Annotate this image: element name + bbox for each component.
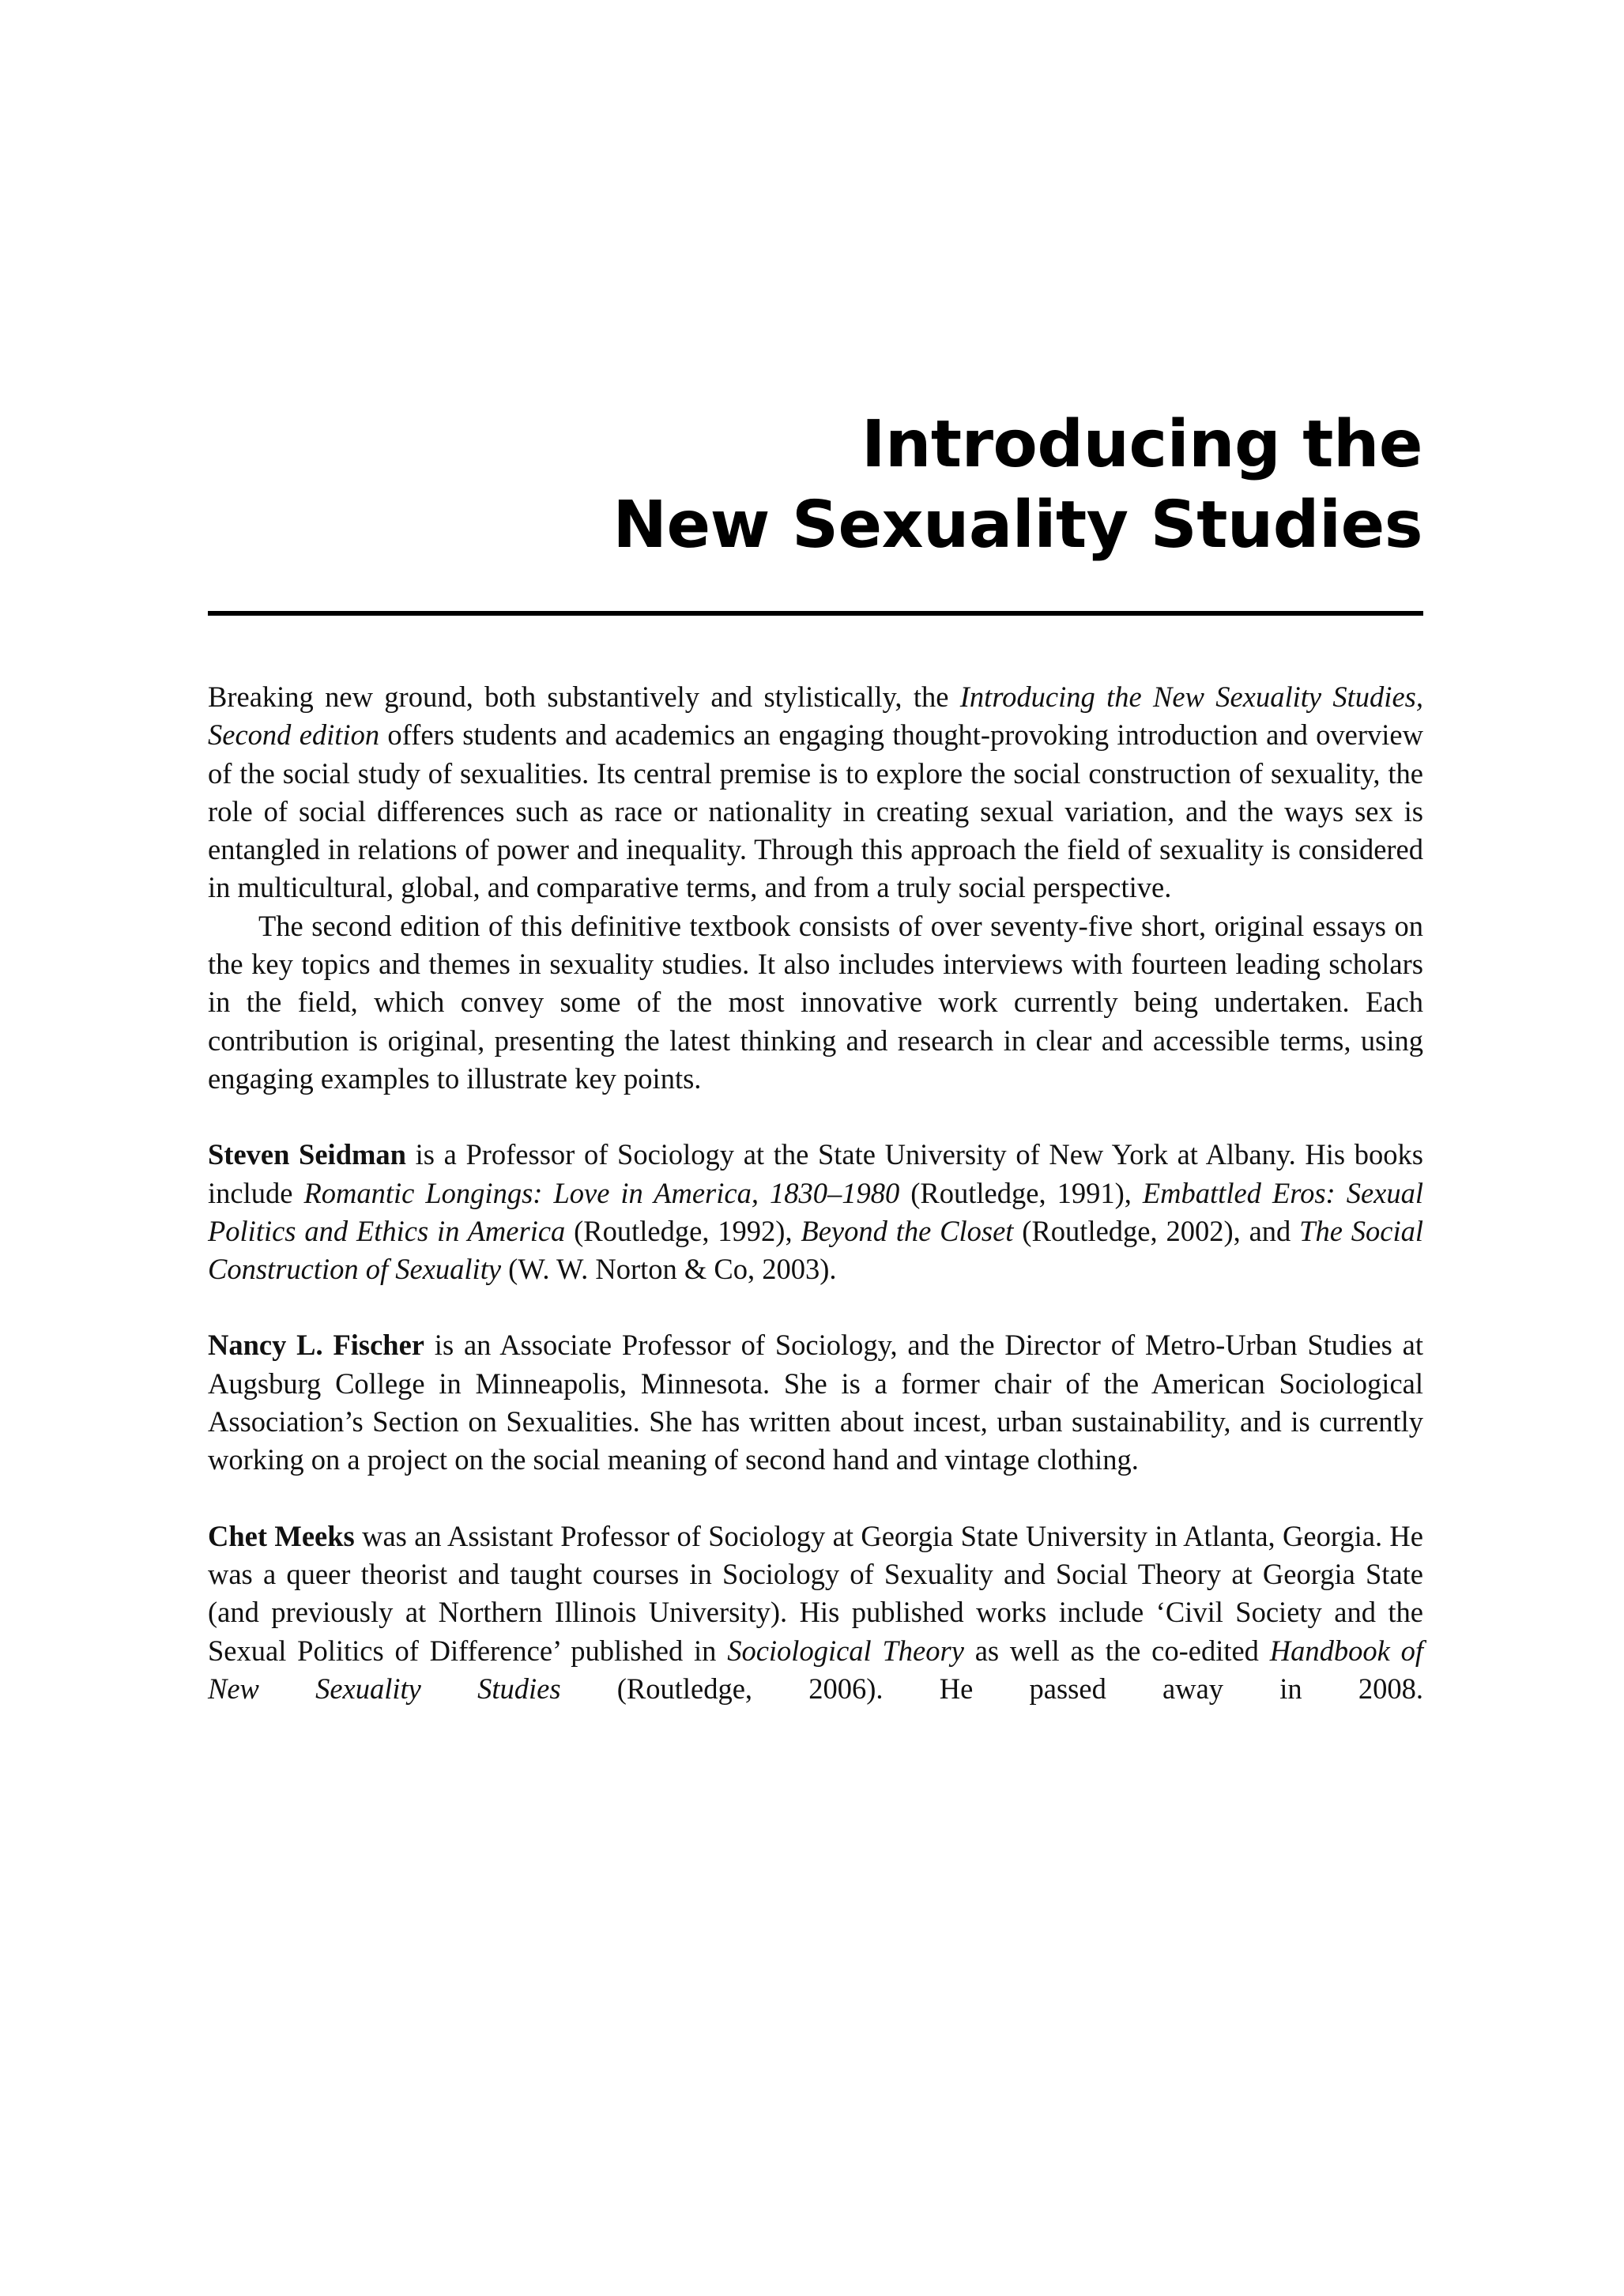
bio-seidman: Steven Seidman is a Professor of Sociology at the State University of New York at Albany. His books include Romantic Longings: Love in America, 1830–1980 (Routledge, 1991), Embattled Eros: Sexual Politics and Ethics in America (Routledge, 1992), Beyond the Closet (Routledge, 2002), and The Social Construction of Sexuality (W. W. Norton & Co, 2003).: [208, 1138, 1424, 1286]
cited-work: Romantic Longings: Love in America, 1830–1980: [303, 1176, 900, 1209]
page-title: [158, 405, 1422, 566]
body-text: [208, 678, 1423, 1708]
page-title-line-2: New Sexuality Studies: [612, 488, 1422, 563]
intro-paragraph-2: The second edition of this definitive textbook consists of over seventy-five short, original essays on the key topics and themes in sexuality studies. It also includes interviews with fourteen leading scholars in the field, which convey some of the most innovative work currently being undertaken. Each contribution is original, presenting the latest thinking and research in clear and accessible terms, using engaging examples to illustrate key points.: [208, 909, 1423, 1095]
author-name: Chet Meeks: [208, 1519, 355, 1552]
bio-meeks: Chet Meeks was an Assistant Professor of Sociology at Georgia State University in Atlanta, Georgia. He was a queer theorist and taught courses in Sociology of Sexuality and Social Theory at Georgia State (and previously at Northern Illinois University). His published works include ‘Civil Society and the Sexual Politics of Difference’ published in Sociological Theory as well as the co-edited Handbook of New Sexuality Studies (Routledge, 2006). He passed away in 2008.: [208, 1519, 1424, 1705]
cited-work: Embattled Eros: Sexual Politics and Ethics in America: [208, 1176, 1424, 1247]
author-name: Nancy L. Fischer: [208, 1329, 424, 1362]
author-name: Steven Seidman: [208, 1138, 406, 1171]
page-title-line-1: Introducing the: [861, 407, 1422, 482]
cited-work: The Social Construction of Sexuality: [208, 1214, 1423, 1286]
cited-work: Sociological Theory: [727, 1634, 964, 1667]
title-rule: [208, 611, 1423, 616]
cited-work: Beyond the Closet: [801, 1214, 1014, 1247]
bio-fischer: Nancy L. Fischer is an Associate Professor of Sociology, and the Director of Metro-Urban Studies at Augsburg College in Minneapolis, Minnesota. She is a former chair of the American Sociological Association’s Section on Sexualities. She has written about incest, urban sustainability, and is currently working on a project on the social meaning of second hand and vintage clothing.: [208, 1329, 1423, 1476]
book-title: Introducing the New Sexuality Studies, Second edition: [208, 681, 1423, 752]
cited-work: Handbook of New Sexuality Studies: [208, 1634, 1424, 1705]
intro-paragraph-1: Breaking new ground, both substantively and stylistically, the Introducing the New Sexuality Studies, Second edition offers students and academics an engaging thought-provoking introduction and overview of the social study of sexualities. Its central premise is to explore the social construction of sexuality, the role of social differences such as race or nationality in creating sexual variation, and the ways sex is entangled in relations of power and inequality. Through this approach the field of sexuality is considered in multicultural, global, and comparative terms, and from a truly social perspective.: [208, 681, 1423, 904]
